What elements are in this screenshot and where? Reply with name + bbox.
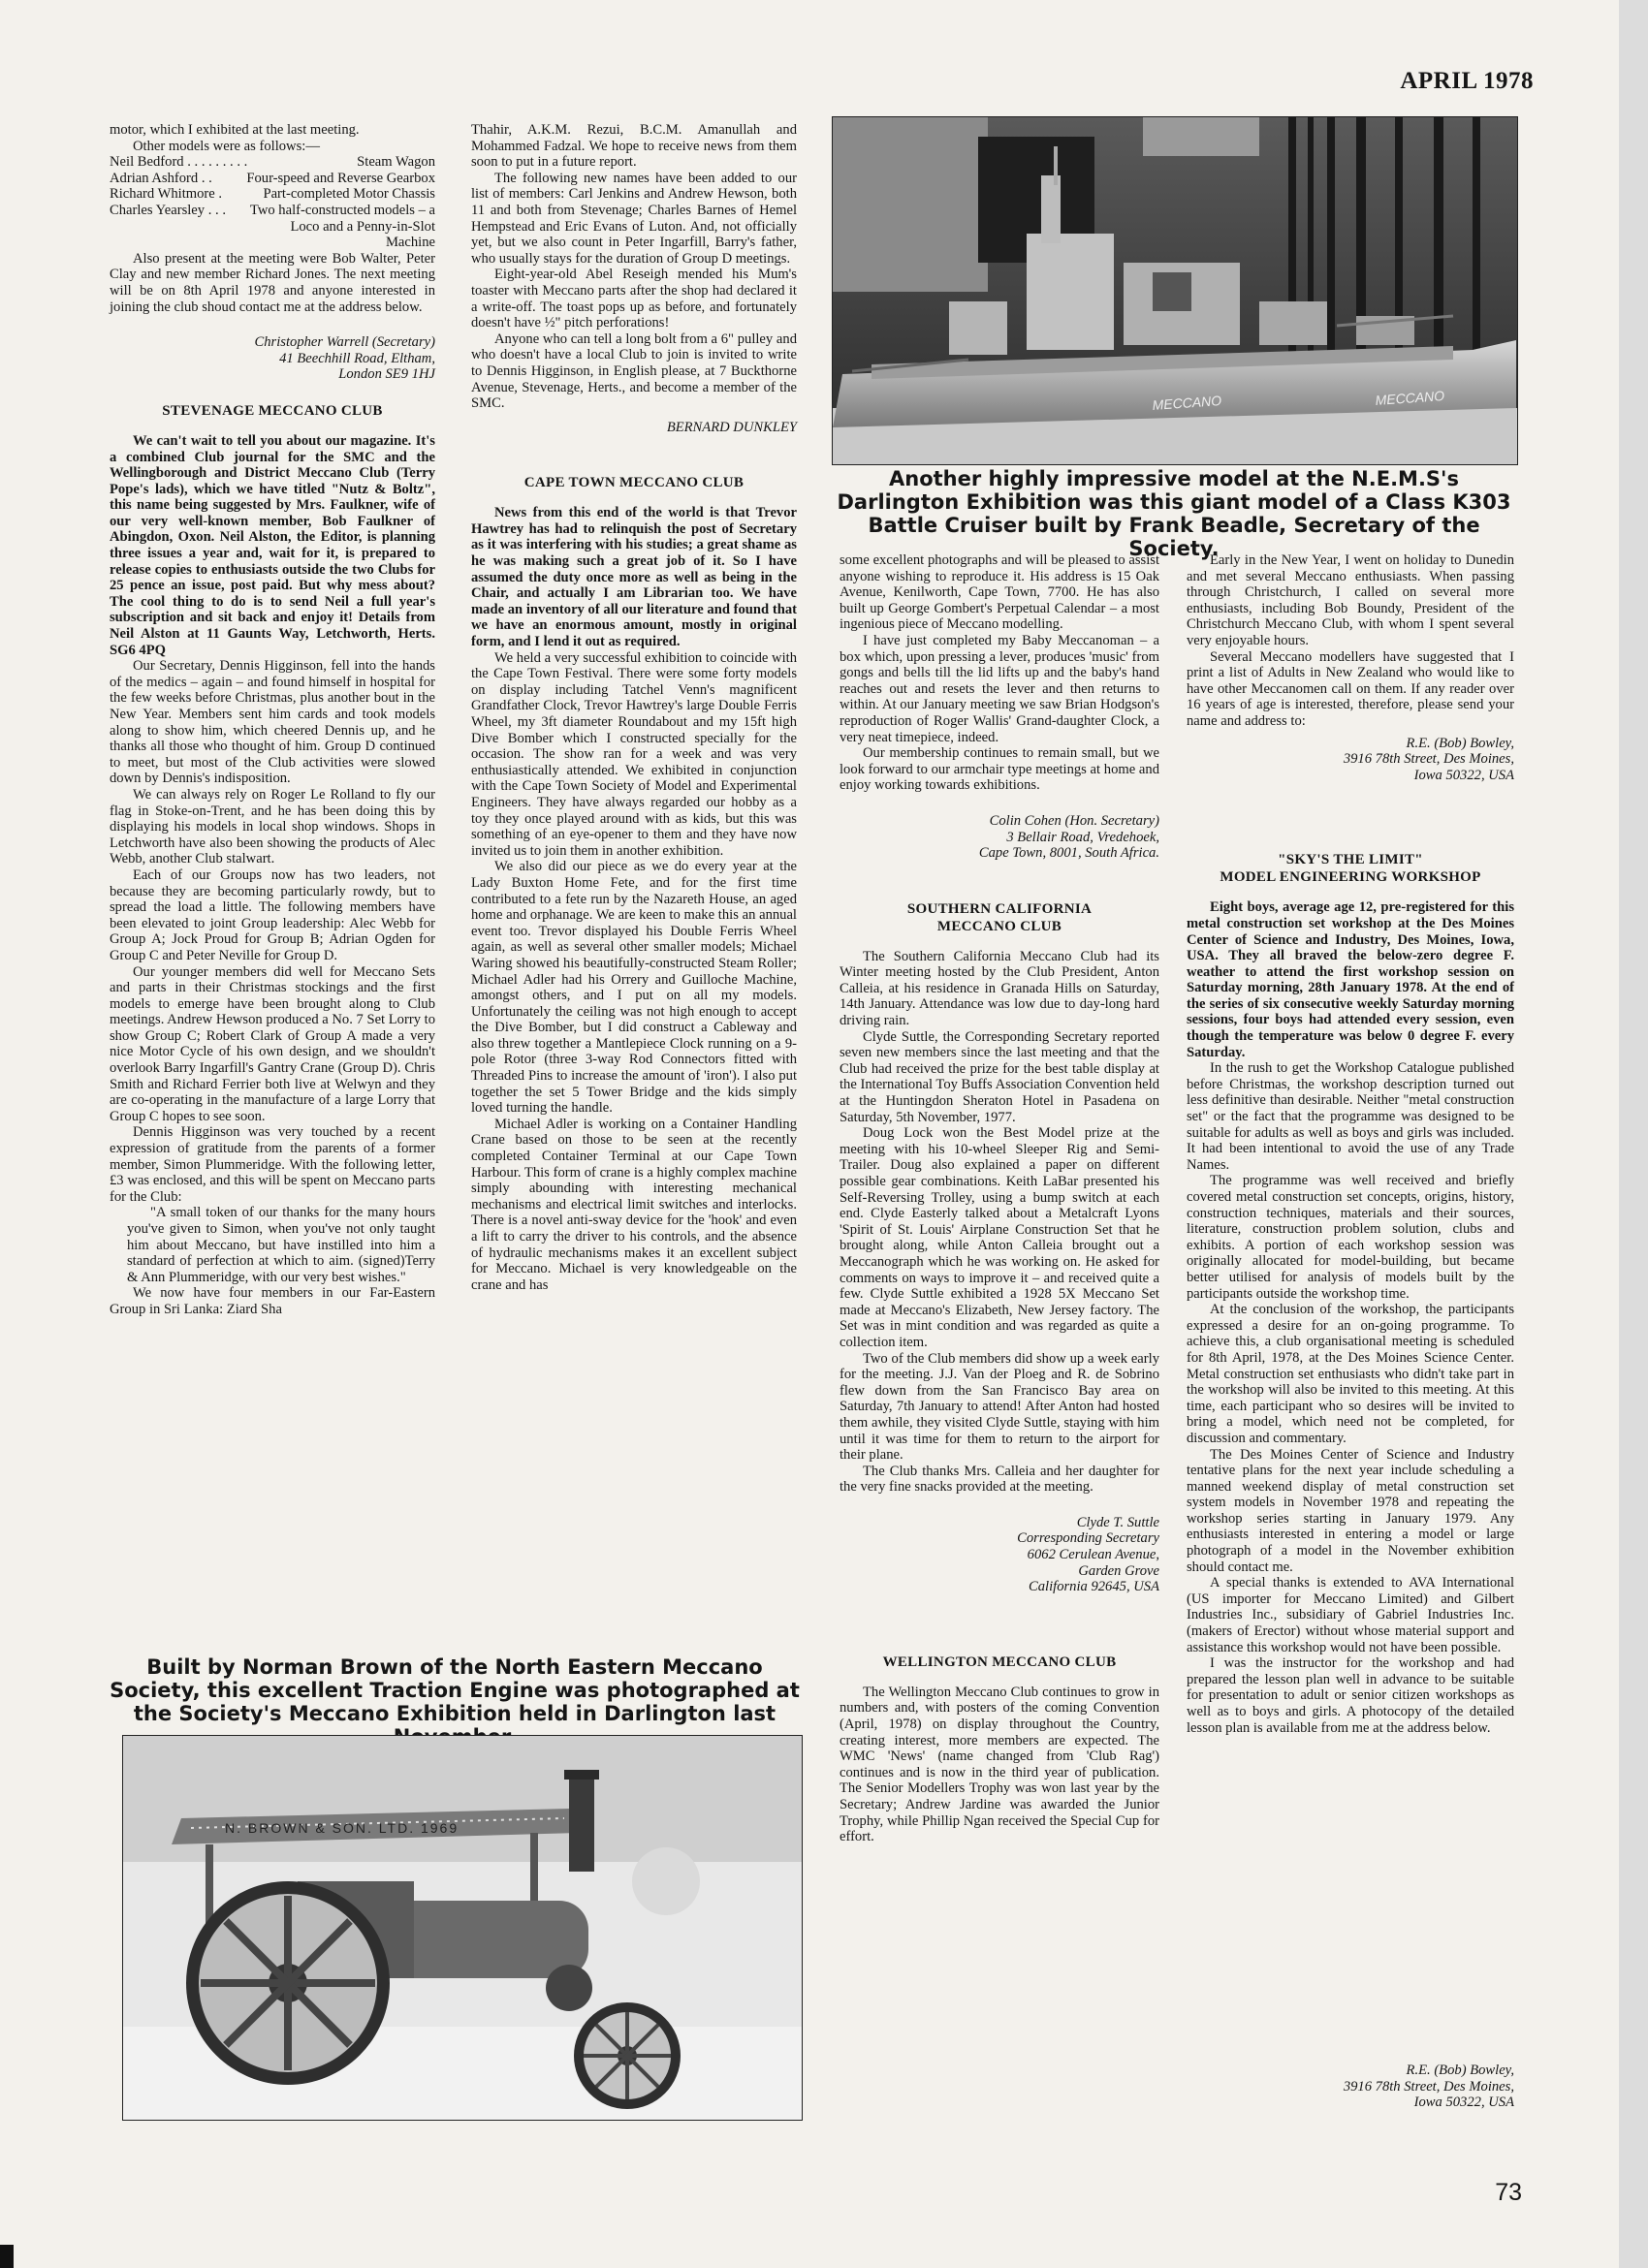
paragraph: Dennis Higginson was very touched by a recent expression of gratitude from the parents of a former member, Simon Plummeridge. With the following letter, £3 was enclosed, and this will be spent on Meccano parts for the Club: <box>110 1124 435 1205</box>
paragraph: Our membership continues to remain small, but we look forward to our armchair type meetings at home and enjoy working towards exhibitions. <box>840 745 1159 794</box>
signature: Christopher Warrell (Secretary) <box>254 334 435 351</box>
signature-address: 6062 Cerulean Avenue, <box>1027 1547 1159 1563</box>
section-heading: SOUTHERN CALIFORNIA MECCANO CLUB <box>906 900 1093 934</box>
paragraph: We now have four members in our Far-Eastern Group in Sri Lanka: Ziard Sha <box>110 1285 435 1317</box>
signature: R.E. (Bob) Bowley, <box>1406 735 1514 751</box>
scan-corner <box>0 2245 14 2268</box>
signature-address: London SE9 1HJ <box>338 366 435 383</box>
hull-label: MECCANO <box>1375 388 1445 408</box>
paragraph: Several Meccano modellers have suggested that I print a list of Adults in New Zealand who would like to have other Meccanomen call on them. If any reader over 16 years of age is interested, therefore, please send your name and address to: <box>1187 648 1514 729</box>
signature: R.E. (Bob) Bowley, <box>1406 2063 1514 2078</box>
signature: BERNARD DUNKLEY <box>666 419 797 435</box>
paragraph: Two of the Club members did show up a week early for the meeting. J.J. Van der Ploeg and R. de Sobrino flew down from the San Francisco Bay area on Saturday, 7th January to attend! After Anton had hosted them awhile, they visited Clyde Suttle, staying with him until it was time for them to return to the airport for their plane. <box>840 1350 1159 1464</box>
paragraph: The Wellington Meccano Club continues to grow in numbers and, with posters of the coming Convention (April, 1978) on display throughout the Country, creating interest, more members are expected. The WMC 'News' (name changed from 'Club Rag') continues and is now in the third year of publication. The Senior Modellers Trophy was won last year by the Secretary; Andrew Jardine was awarded the Junior Trophy, while Phillip Ngan received the Special Cup for effort. <box>840 1684 1159 1845</box>
paragraph: Other models were as follows:— <box>133 138 320 154</box>
paragraph: Eight boys, average age 12, pre-registered for this metal construction set workshop at the Des Moines Center of Science and Industry, Des Moines, Iowa, USA. They all braved the below-zero degree F. weather to attend the first workshop session on Saturday morning, 28th January 1978. At the end of the series of six consecutive weekly Saturday morning sessions, four boys had attended every session, even though the temperature was below 0 degree F. every Saturday. <box>1187 899 1514 1060</box>
canopy-label: N. BROWN & SON. LTD. 1969 <box>225 1820 460 1836</box>
paragraph: Each of our Groups now has two leaders, not because they are becoming particularly rowdy, but to spread the load a little. The following members have been elevated to joint Group leadership: Alec Webb for Group A; Jock Proud for Group B; Adrian Ogden for Group C and Peter Neville for Group D. <box>110 866 435 963</box>
traction-engine-image <box>123 1736 802 2120</box>
signature-address: Garden Grove <box>1078 1562 1159 1579</box>
list-item: Richard Whitmore . Part-completed Motor Chassis <box>110 186 435 203</box>
column-1 <box>110 122 435 1318</box>
section-subheading: MODEL ENGINEERING WORKSHOP <box>1220 869 1481 886</box>
section-heading: WELLINGTON MECCANO CLUB <box>882 1654 1117 1670</box>
model-list <box>110 154 435 251</box>
section-heading: STEVENAGE MECCANO CLUB <box>162 402 383 419</box>
paragraph: At the conclusion of the workshop, the participants expressed a desire for an on-going programme. To achieve this, a club organisational meeting is scheduled for 8th April, 1978, at the Des Moines Science Center. Metal construction set enthusiasts who didn't take part in the workshop will also be invited to this meeting. At this time, each participant who so desires will be invited to bring a model, which need not be completed, for discussion and commentary. <box>1187 1302 1514 1446</box>
signature: Clyde T. Suttle <box>1076 1514 1159 1530</box>
paragraph: The Southern California Meccano Club had its Winter meeting hosted by the Club President, Anton Calleia, at his residence in Granada Hills on Saturday, 14th January. Attendance was low due to day-long hard driving rain. <box>840 948 1159 1029</box>
paragraph: Eight-year-old Abel Reseigh mended his Mum's toaster with Meccano parts after the shop had declared it a write-off. The toast pops up as before, and fortunately doesn't have ½" pitch perforations! <box>471 267 797 331</box>
scan-edge <box>1619 0 1648 2268</box>
page-number: 73 <box>1495 2179 1522 2206</box>
section-heading: CAPE TOWN MECCANO CLUB <box>523 475 745 491</box>
signature-address: 3916 78th Street, Des Moines, <box>1343 2078 1514 2095</box>
signature-title: Corresponding Secretary <box>1017 1530 1159 1547</box>
paragraph: We held a very successful exhibition to coincide with the Cape Town Festival. There were some forty models on display including Tatchel Venn's magnificent Grandfather Clock, Trevor Hawtrey's large Double Ferris Wheel, my 3ft diameter Roundabout and my 15ft high Dive Bomber which I constructed specially for the occasion. The show ran for a week and was very enthusiastically attended. We exhibited in conjunction with the Cape Town Society of Model and Experimental Engineers. They have always regarded our hobby as a toy they once played around with as kids, but this was something of an eye-opener to them and they have now invited us to join them in another exhibition. <box>471 649 797 859</box>
column-2 <box>471 122 797 1293</box>
paragraph: Thahir, A.K.M. Rezui, B.C.M. Amanullah and Mohammed Fadzal. We hope to receive news from them soon to put in a future report. <box>471 122 797 171</box>
section-heading: "SKY'S THE LIMIT" <box>1278 852 1423 868</box>
paragraph: Anyone who can tell a long bolt from a 6" pulley and who doesn't have a local Club to join is invited to write to Dennis Higginson, in English please, at 7 Buckthorne Avenue, Stevenage, Herts., and become a member of the SMC. <box>471 331 797 412</box>
photo-caption-top: Another highly impressive model at the N.E.M.S's Darlington Exhibition was this giant model of a Class K303 Battle Cruiser built by Frank Beadle, Secretary of the Society. <box>837 467 1511 560</box>
paragraph: The programme was well received and briefly covered metal construction set concepts, origins, history, construction techniques, materials and their sources, literature, construction problem solution, clubs and exhibits. A portion of each workshop session was originally allocated for model-building, but became better utilised for analysis of models built by the participants outside the workshop time. <box>1187 1173 1514 1302</box>
signature-address: Iowa 50322, USA <box>1413 2095 1514 2111</box>
paragraph: The Des Moines Center of Science and Industry tentative plans for the next year include scheduling a manned weekend display of metal construction set system models in November 1978 and repeating the workshop series starting in January 1979. Any enthusiasts interested in entering a model or large photograph of a model in the November exhibition should contact me. <box>1187 1446 1514 1575</box>
paragraph: We can't wait to tell you about our magazine. It's a combined Club journal for the SMC and the Wellingborough and District Meccano Club (Terry Pope's lads), which we have titled "Nutz & Boltz", this name being suggested by Mrs. Faulkner, wife of our very well-known member, Bob Faulkner of Abingdon, Oxon. Neil Alston, the Editor, is planning three issues a year and, wait for it, is prepared to release copies to enthusiasts outside the two Clubs for 25 pence an issue, post paid. But why mess about? The cool thing to do is to send Neil a full year's subscription and sit back and enjoy it! Details from Neil Alston at 11 Gaunts Way, Letchworth, Herts. SG6 4PQ <box>110 432 435 658</box>
hull-label: MECCANO <box>1152 393 1222 413</box>
column-3 <box>840 552 1159 1845</box>
paragraph: Our Secretary, Dennis Higginson, fell into the hands of the medics – again – and found himself in hospital for the few weeks before Christmas, plus another bout in the New Year. Members sent him cards and took models along to show him, which cheered Dennis up, and he thanks all those who thought of him. Group D continued to meet, but most of the Club activities were slowed down by Dennis's indisposition. <box>110 658 435 787</box>
signature-address: 3916 78th Street, Des Moines, <box>1343 751 1514 768</box>
traction-engine-photo <box>122 1735 803 2121</box>
paragraph: We can always rely on Roger Le Rolland to fly our flag in Stoke-on-Trent, and he has been doing this by displaying his models in local shop windows. Shops in Letchworth have also been showing the products of Alec Webb, another Club stalwart. <box>110 786 435 867</box>
paragraph: Our younger members did well for Meccano Sets and parts in their Christmas stockings and the first models to emerge have been brought along to Club meetings. Andrew Hewson produced a No. 7 Set Lorry to show Group C; Robert Clark of Group A made a very nice Motor Cycle of his own design, and we shouldn't overlook Barry Ingarfill's Gantry Crane (Group D). Chris Smith and Richard Ferrier both live at Welwyn and they are co-operating in the manufacture of a large Lorry that Group C hopes to see soon. <box>110 963 435 1124</box>
paragraph: some excellent photographs and will be pleased to assist anyone wishing to reproduce it. His address is 15 Oak Avenue, Kenilworth, Cape Town, 7700. He has also built up George Gombert's Perpetual Calendar – a most ingenious piece of Meccano modelling. <box>840 552 1159 633</box>
paragraph: A special thanks is extended to AVA International (US importer for Meccano Limited) and Gilbert Industries Inc., subsidiary of Gabriel Industries Inc. (makers of Erector) without whose material support and assistance this workshop would not have been possible. <box>1187 1575 1514 1655</box>
list-item: Adrian Ashford . . Four-speed and Reverse Gearbox <box>110 170 435 186</box>
paragraph: News from this end of the world is that Trevor Hawtrey has had to relinquish the post of Secretary as it was interfering with his studies; a great shame as he was making such a great job of it. So I have assumed the duty once more as well as being in the Chair, and actually I am Librarian too. We have made an inventory of all our literature and found that we have an enormous amount, mostly in original form, and I lend it out as required. <box>471 505 797 650</box>
photo-caption-bottom: Built by Norman Brown of the North Eastern Meccano Society, this excellent Traction Engine was photographed at the Society's Meccano Exhibition held in Darlington last <box>110 1655 800 1725</box>
paragraph: Michael Adler is working on a Container Handling Crane based on those to be seen at the recently completed Container Terminal at our Cape Town Harbour. This form of crane is a highly complex machine simply abounding with interesting mechanical mechanisms and electrical limit switches and interlocks. There is a novel anti-sway device for the 'hook' and even a lift to carry the driver to his controls, and the absence of hydraulic mechanisms makes it an excellent subject for Meccano. Michael is very knowledgeable on the crane and has <box>471 1116 797 1293</box>
paragraph: Clyde Suttle, the Corresponding Secretary reported seven new members since the last meeting and that the Club had received the prize for the best table display at the International Toy Buffs Association Convention held at the Huntingdon Sheraton Hotel in Pasadena on Saturday, 5th November, 1977. <box>840 1028 1159 1125</box>
sky-signature <box>1187 2063 1514 2111</box>
paragraph: I was the instructor for the workshop and had prepared the lesson plan well in advance to be suitable for presentation to adult or senior citizen workshops as well as to boys and girls. A photocopy of the detailed lesson plan is available from me at the address below. <box>1187 1655 1514 1736</box>
signature-address: 41 Beechhill Road, Eltham, <box>279 350 435 366</box>
list-item: Charles Yearsley . . . Two half-constructed models – a Loco and a Penny-in-Slot Machine <box>110 202 435 251</box>
paragraph: motor, which I exhibited at the last meeting. <box>110 122 360 138</box>
column-4 <box>1187 552 1514 1746</box>
signature-address: 3 Bellair Road, Vredehoek, <box>1006 829 1159 845</box>
signature-address: California 92645, USA <box>1029 1579 1159 1595</box>
paragraph: Early in the New Year, I went on holiday to Dunedin and met several Meccano enthusiasts. When passing through Christchurch, I called on several more enthusiasts, including Bob Boundy, President of the Christchurch Meccano Club, with whom I spent several very enjoyable hours. <box>1187 552 1514 648</box>
battle-cruiser-photo <box>832 116 1518 465</box>
battle-cruiser-image <box>833 117 1517 464</box>
paragraph: In the rush to get the Workshop Catalogue published before Christmas, the workshop description turned out less definitive than desirable. Neither "metal construction set" or the fact that the programme was designed to be suitable for adults as well as boys and girls was included. It had been intentional to avoid the use of any Trade Names. <box>1187 1060 1514 1173</box>
paragraph: We also did our piece as we do every year at the Lady Buxton Home Fete, and for the first time contributed to a fete run by the Nazareth House, an aged home and orphanage. We are keen to make this an annual event too. Trevor displayed his Double Ferris Wheel again, as well as several other smaller models; Michael Waring showed his beautifully-constructed Steam Roller; Michael Adler had his Orrery and Guilloche Machine, amongst others, and I put on all my models. Unfortunately the ceiling was not high enough to accept the Dive Bomber, but I did construct a Cableway and also threw together a Mantlepiece Clock running on a 9-pole Rotor (three 3-way Rod Connectors fitted with Threaded Pins to increase the amount of 'iron'). I also put together the set 5 Tower Bridge and the kids simply loved turning the handle. <box>471 859 797 1117</box>
signature-address: Cape Town, 8001, South Africa. <box>978 845 1159 862</box>
signature: Colin Cohen (Hon. Secretary) <box>989 812 1159 829</box>
signature-address: Iowa 50322, USA <box>1413 767 1514 783</box>
issue-date: APRIL 1978 <box>1400 68 1534 94</box>
list-item: Neil Bedford . . . . . . . . . Steam Wagon <box>110 154 435 171</box>
paragraph: I have just completed my Baby Meccanoman – a box which, upon pressing a lever, produces 'music' from gongs and bells till the lid lifts up and the baby's hand reaches out and resets the lever and then returns to within. At our January meeting we saw Brian Hodgson's reproduction of Roger Wallis' Grand-daughter Clock, a very neat timepiece, indeed. <box>840 632 1159 745</box>
paragraph: Doug Lock won the Best Model prize at the meeting with his 10-wheel Sleeper Rig and Semi-Trailer. Doug also explained a paper on different possible gear combinations. Keith LaBar presented his Self-Reversing Trolley, using a bump switch at each end. Clyde Easterly talked about a Metalcraft Lyons 'Spirit of St. Louis' Airplane Construction Set that he brought along, while Anton Calleia brought out a Meccanograph which he was working on. He asked for comments on ways to improve it – and received quite a few. Clyde Suttle exhibited a 1928 5X Meccano Set made at Meccano's Elizabeth, New Jersey factory. The Set was in mint condition and was regarded as quite a collection item. <box>840 1125 1159 1350</box>
quote: "A small token of our thanks for the many hours you've given to Simon, when you've not only taught him about Meccano, but have instilled into him a standard of perfection at which to aim. (signed)Terry & Ann Plummeridge, with our very best wishes." <box>127 1205 435 1285</box>
paragraph: The Club thanks Mrs. Calleia and her daughter for the very fine snacks provided at the meeting. <box>840 1463 1159 1496</box>
paragraph: Also present at the meeting were Bob Walter, Peter Clay and new member Richard Jones. The next meeting will be on 8th April 1978 and anyone interested in joining the club shoud contact me at the address below. <box>110 250 435 315</box>
paragraph: The following new names have been added to our list of members: Carl Jenkins and Andrew Hewson, both 11 and both from Stevenage; Charles Barnes of Hemel Hempstead and Eric Evans of Luton. And, not officially yet, but we also count in Peter Ingarfill, Barry's father, who usually stays for the duration of Group D meetings. <box>471 170 797 267</box>
